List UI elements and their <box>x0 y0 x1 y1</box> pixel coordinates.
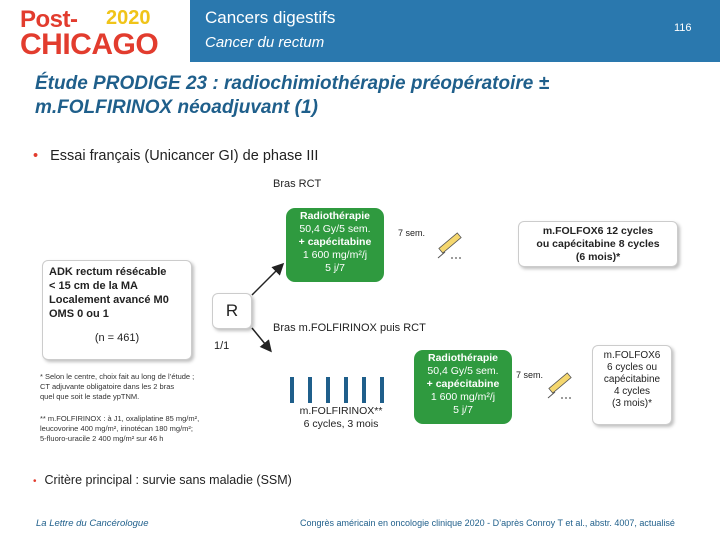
bullet-dot: • <box>33 148 39 164</box>
note2-line2: leucovorine 400 mg/m², irinotécan 180 mg/m²; <box>40 424 193 433</box>
header-subtitle: Cancer du rectum <box>205 34 325 51</box>
bullet-endpoint-text: Critère principal : survie sans maladie (SSM) <box>44 473 292 487</box>
bullet-text: Essai français (Unicancer GI) de phase III <box>50 148 319 164</box>
arrow-to-arm1 <box>252 265 282 295</box>
footer-journal: La Lettre du Cancérologue <box>36 518 149 529</box>
arm2-label: Bras m.FOLFIRINOX puis RCT <box>273 322 426 334</box>
randomization-box: R <box>212 293 252 329</box>
arm1-adjuvant-line1: m.FOLFOX6 12 cycles <box>542 225 654 237</box>
note2-line3: 5-fluoro-uracile 2 400 mg/m² sur 46 h <box>40 434 164 443</box>
arm1-adjuvant-line2: ou capécitabine 8 cycles <box>536 238 660 250</box>
syringe-icon-arm1 <box>438 233 461 259</box>
arm2-rt-title: Radiothérapie <box>427 352 498 364</box>
randomization-ratio: 1/1 <box>214 340 230 352</box>
arm2-neoadjuvant <box>288 400 394 440</box>
arm1-rt-dose: 50,4 Gy/5 sem. <box>299 223 371 235</box>
syringe-icon-arm2 <box>548 373 571 399</box>
header-title: Cancers digestifs <box>205 8 336 27</box>
note1-line2: CT adjuvante obligatoire dans les 2 bras <box>40 382 175 391</box>
slide-title: Étude PRODIGE 23 : radiochimiothérapie préopératoire ± m.FOLFIRINOX néoadjuvant (1) <box>35 73 550 118</box>
footnote-1 <box>40 372 240 402</box>
patients-line3: Localement avancé M0 <box>49 294 169 306</box>
patients-box <box>42 260 192 360</box>
footer-source: Congrès américain en oncologie clinique 2020 - D’après Conroy T et al., abstr. 4007, actualisé <box>300 518 675 528</box>
arm2-adjuvant-line4: 4 cycles <box>613 386 651 397</box>
patients-line2: < 15 cm de la MA <box>49 280 138 292</box>
note1-line1: * Selon le centre, choix fait au long de l’étude ; <box>40 372 195 381</box>
arm1-radiotherapy-box <box>286 208 384 282</box>
arm1-adjuvant-line3: (6 mois)* <box>575 251 621 263</box>
patients-line1: ADK rectum résécable <box>49 266 167 278</box>
arm2-neo-line2: 6 cycles, 3 mois <box>303 418 379 430</box>
arm1-rt-cape: + capécitabine <box>298 236 372 248</box>
arm2-neo-line1: m.FOLFIRINOX** <box>299 405 383 417</box>
patients-line4: OMS 0 ou 1 <box>49 308 109 320</box>
arm2-rt-cape-dose: 1 600 mg/m²/j <box>430 391 496 403</box>
arm2-adjuvant-line5: (3 mois)* <box>611 398 652 409</box>
logo-year: 2020 <box>106 7 151 29</box>
arrow-to-arm2 <box>252 328 270 350</box>
arm2-adjuvant-box <box>592 345 672 425</box>
arm1-rt-title: Radiothérapie <box>299 210 370 222</box>
arm2-adjuvant-line2: 6 cycles ou <box>606 362 658 373</box>
arm2-radiotherapy-box <box>414 350 512 424</box>
bullet-endpoint <box>33 473 292 487</box>
arm2-adjuvant-line1: m.FOLFOX6 <box>603 350 661 361</box>
note2-line1: ** m.FOLFIRINOX : à J1, oxaliplatine 85 mg/m², <box>40 414 200 423</box>
arm2-rt-days: 5 j/7 <box>453 404 473 416</box>
patients-n: (n = 461) <box>94 332 140 344</box>
arm2-rt-cape: + capécitabine <box>426 378 500 390</box>
note1-line3: quel que soit le stade ypTNM. <box>40 392 140 401</box>
arm1-rt-cape-dose: 1 600 mg/m²/j <box>302 249 368 261</box>
bullet-dot: • <box>33 476 37 487</box>
arm1-label: Bras RCT <box>273 178 322 190</box>
logo-city: CHICAGO <box>20 28 159 61</box>
arm2-adjuvant-line3: capécitabine <box>603 374 661 385</box>
arm1-interval: 7 sem. <box>398 228 426 238</box>
page-number: 116 <box>674 22 692 34</box>
arm2-rt-dose: 50,4 Gy/5 sem. <box>427 365 499 377</box>
arm1-adjuvant-box <box>518 221 678 267</box>
arm2-interval: 7 sem. <box>516 370 544 380</box>
arm1-rt-days: 5 j/7 <box>325 262 345 274</box>
logo-post: Post- <box>20 6 78 33</box>
footnote-2 <box>40 414 260 444</box>
